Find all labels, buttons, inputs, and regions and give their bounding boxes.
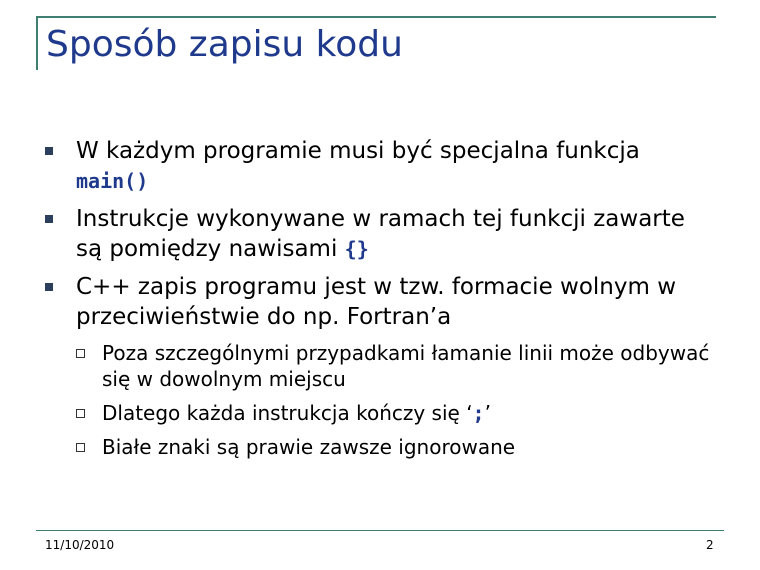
- page-number: 2: [706, 538, 714, 552]
- bullet-text: W każdym programie musi być specjalna funkcja: [76, 138, 640, 164]
- footer-date: 11/10/2010: [45, 538, 115, 552]
- bullet-item: [0, 272, 716, 460]
- bullet-item: [0, 204, 716, 264]
- sub-bullet-text: Dlatego każda instrukcja kończy się ‘: [102, 401, 473, 425]
- square-bullet-icon: [45, 283, 53, 291]
- hollow-square-bullet-icon: [76, 409, 85, 418]
- slide-title: Sposób zapisu kodu: [46, 24, 403, 65]
- bullet-text: C++ zapis programu jest w tzw. formacie wolnym w przeciwieństwie do np. Fortran’a: [76, 274, 677, 330]
- sub-bullet-item: [76, 400, 716, 426]
- code-snippet: main(): [76, 169, 149, 193]
- footer-rule: [36, 530, 724, 531]
- title-accent-bar: [36, 16, 38, 70]
- bullet-text: Instrukcje wykonywane w ramach tej funkcji zawarte są pomiędzy nawisami: [76, 206, 685, 262]
- code-snippet: {}: [344, 237, 369, 261]
- hollow-square-bullet-icon: [76, 443, 85, 452]
- sub-bullet-item: [76, 434, 716, 460]
- bullet-item: [0, 136, 716, 196]
- hollow-square-bullet-icon: [76, 349, 85, 358]
- top-rule: [36, 16, 716, 18]
- square-bullet-icon: [45, 147, 53, 155]
- sub-bullet-item: [76, 340, 716, 392]
- sub-bullet-list: [76, 340, 716, 460]
- bullet-list: [0, 136, 760, 468]
- sub-bullet-text-end: ’: [484, 401, 491, 425]
- code-snippet: ;: [472, 401, 485, 425]
- sub-bullet-text: Poza szczególnymi przypadkami łamanie linii może odbywać się w dowolnym miejscu: [102, 341, 710, 391]
- sub-bullet-text: Białe znaki są prawie zawsze ignorowane: [102, 435, 516, 459]
- square-bullet-icon: [45, 215, 53, 223]
